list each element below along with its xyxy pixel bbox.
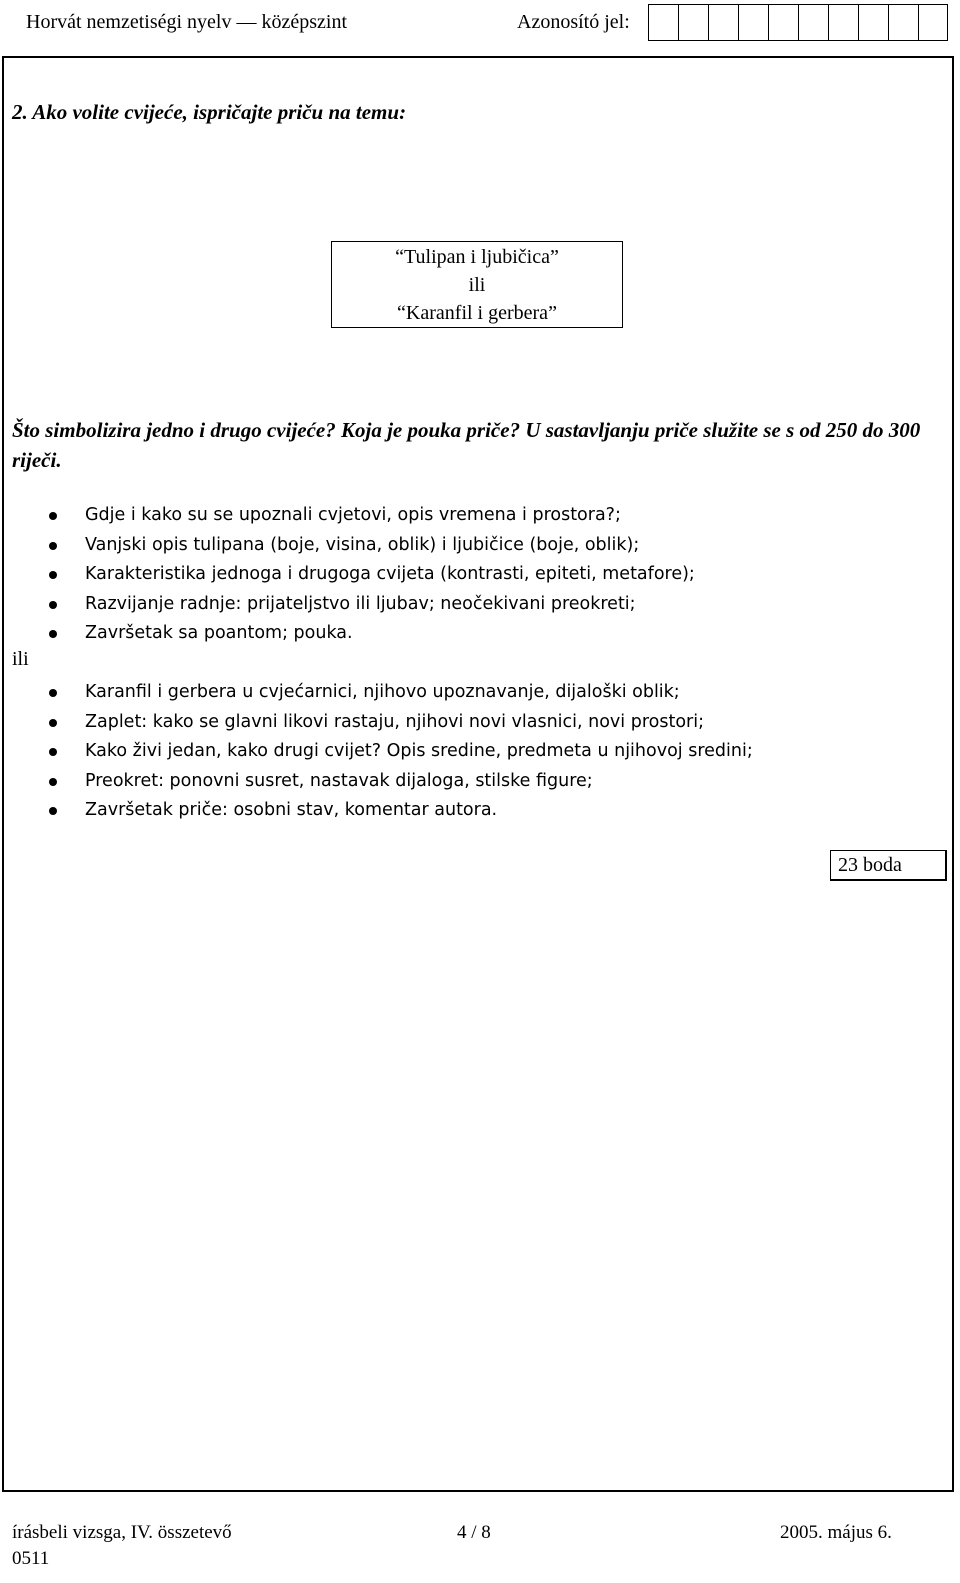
id-box (798, 4, 828, 41)
bullet-icon (49, 778, 57, 786)
footer-date: 2005. május 6. (780, 1522, 892, 1543)
list-item: Kako živi jedan, kako drugi cvijet? Opis sredine, predmeta u njihovoj sredini; (0, 737, 753, 767)
id-box (678, 4, 708, 41)
footer-exam: írásbeli vizsga, IV. összetevő (12, 1522, 232, 1543)
bullet-icon (49, 630, 57, 638)
id-box (648, 4, 678, 41)
topic-line-1: “Tulipan i ljubičica” (395, 246, 559, 268)
task-instructions: Što simbolizira jedno i drugo cvijeće? Koja je pouka priče? U sastavljanju priče služite se s od 250 do 300 riječi. (12, 418, 921, 472)
bullet-icon (49, 571, 57, 579)
topic-box (331, 241, 623, 328)
list-item: Karanfil i gerbera u cvjećarnici, njihovo upoznavanje, dijaloški oblik; (0, 678, 753, 708)
list-item: Gdje i kako su se upoznali cvjetovi, opis vremena i prostora?; (0, 501, 695, 531)
id-boxes (648, 4, 948, 41)
score-box: 23 boda (830, 850, 947, 881)
list-item: Vanjski opis tulipana (boje, visina, oblik) i ljubičice (boje, oblik); (0, 531, 695, 561)
guideline-list-a (0, 501, 695, 649)
id-box (858, 4, 888, 41)
bullet-icon (49, 512, 57, 520)
bullet-icon (49, 719, 57, 727)
bullet-icon (49, 689, 57, 697)
topic-line-3: “Karanfil i gerbera” (397, 302, 557, 324)
list-item: Završetak sa poantom; pouka. (0, 619, 695, 649)
id-label: Azonosító jel: (517, 11, 630, 33)
bullet-icon (49, 748, 57, 756)
topic-line-2: ili (468, 274, 486, 296)
header-title: Horvát nemzetiségi nyelv — középszint (26, 11, 348, 33)
bullet-icon (49, 542, 57, 550)
list-item: Preokret: ponovni susret, nastavak dijaloga, stilske figure; (0, 767, 753, 797)
list-item: Završetak priče: osobni stav, komentar autora. (0, 796, 753, 826)
guideline-list-b (0, 678, 753, 826)
id-box (888, 4, 918, 41)
id-box (738, 4, 768, 41)
list-item: Razvijanje radnje: prijateljstvo ili ljubav; neočekivani preokreti; (0, 590, 695, 620)
footer-code: 0511 (12, 1548, 50, 1569)
footer-page-number: 4 / 8 (457, 1522, 491, 1543)
list-item: Karakteristika jednoga i drugoga cvijeta (kontrasti, epiteti, metafore); (0, 560, 695, 590)
task-title: 2. Ako volite cvijeće, ispričajte priču na temu: (12, 100, 407, 124)
id-box (708, 4, 738, 41)
bullet-icon (49, 807, 57, 815)
list-item: Zaplet: kako se glavni likovi rastaju, njihovi novi vlasnici, novi prostori; (0, 708, 753, 738)
list-separator: ili (12, 648, 29, 670)
id-box (768, 4, 798, 41)
id-box (918, 4, 948, 41)
bullet-icon (49, 601, 57, 609)
id-box (828, 4, 858, 41)
